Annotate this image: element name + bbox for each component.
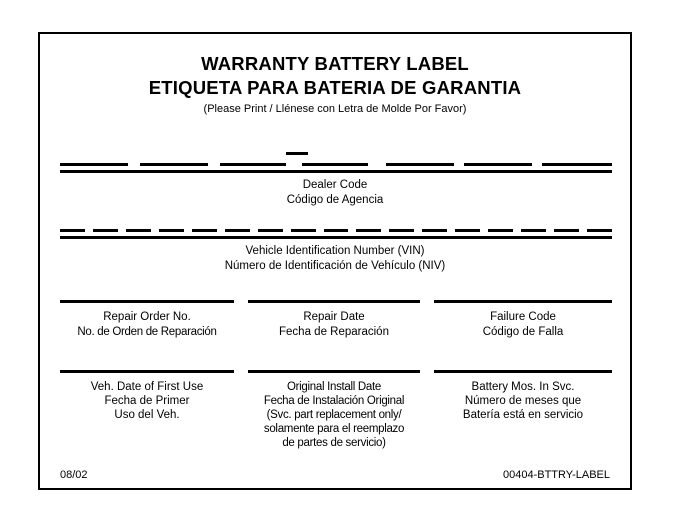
dealer-code-blank-segment	[220, 163, 286, 166]
vin-blank-segment	[258, 229, 283, 232]
vin-blank-segment	[389, 229, 414, 232]
vin-blank-segment	[554, 229, 579, 232]
vin-blank-segment	[356, 229, 381, 232]
repair-order-field[interactable]	[60, 300, 234, 303]
vin-blank-segment	[126, 229, 151, 232]
vin-blank-segment	[291, 229, 316, 232]
failure-code-label-spanish: Código de Falla	[482, 326, 564, 338]
battery-months-field[interactable]	[434, 370, 612, 373]
install-date-label-line-2: Fecha de Instalación Original	[263, 395, 405, 407]
dealer-code-blank-segment	[542, 163, 612, 166]
repair-order-label-english: Repair Order No.	[103, 311, 191, 323]
vin-blank-segment	[159, 229, 184, 232]
revision-date: 08/02	[60, 469, 88, 481]
first-use-label-line-3: Uso del Veh.	[114, 409, 180, 421]
dealer-code-blank-segment	[140, 163, 208, 166]
dealer-code-hyphen-mark	[286, 152, 308, 155]
failure-code-label-english: Failure Code	[490, 311, 556, 323]
dealer-code-label-spanish: Código de Agencia	[286, 194, 384, 206]
vin-blank-segment	[93, 229, 118, 232]
vin-blank-segment	[587, 229, 612, 232]
vin-underline	[60, 236, 612, 239]
failure-code-field[interactable]	[434, 300, 612, 303]
repair-date-label-spanish: Fecha de Reparación	[279, 326, 389, 338]
dealer-code-blank-segment	[386, 163, 454, 166]
battery-months-label-line-3: Batería está en servicio	[462, 409, 584, 421]
repair-date-label-english: Repair Date	[303, 311, 365, 323]
first-use-label-line-1: Veh. Date of First Use	[90, 381, 204, 393]
vin-blank-segment	[488, 229, 513, 232]
vin-label-english: Vehicle Identification Number (VIN)	[245, 245, 425, 257]
repair-date-field[interactable]	[248, 300, 420, 303]
first-use-date-field[interactable]	[60, 370, 234, 373]
vin-blank-segment	[192, 229, 217, 232]
dealer-code-underline	[60, 170, 612, 173]
install-date-field[interactable]	[248, 370, 420, 373]
battery-months-label-line-2: Número de meses que	[464, 395, 582, 407]
vin-blank-segment	[324, 229, 349, 232]
vin-label-spanish: Número de Identificación de Vehículo (NIV)	[224, 260, 446, 272]
vin-blank-segment	[455, 229, 480, 232]
title-english: WARRANTY BATTERY LABEL	[201, 53, 469, 74]
vin-blank-segment	[225, 229, 250, 232]
dealer-code-label-english: Dealer Code	[302, 179, 368, 191]
dealer-code-blank-segment	[464, 163, 532, 166]
vin-blank-segment	[60, 229, 85, 232]
first-use-label-line-2: Fecha de Primer	[104, 395, 190, 407]
install-date-label-line-5: de partes de servicio)	[282, 437, 386, 449]
label-part-number: 00404-BTTRY-LABEL	[502, 469, 610, 481]
dealer-code-blank-segment	[302, 163, 368, 166]
vin-blank-segment	[422, 229, 447, 232]
install-date-label-line-3: (Svc. part replacement only/	[266, 409, 402, 421]
dealer-code-blank-segment	[60, 163, 128, 166]
install-date-label-line-1: Original Install Date	[286, 381, 382, 393]
title-spanish: ETIQUETA PARA BATERIA DE GARANTIA	[148, 77, 522, 98]
warranty-battery-label	[38, 32, 632, 490]
repair-order-label-spanish: No. de Orden de Reparación	[77, 326, 217, 338]
print-instruction: (Please Print / Llénese con Letra de Molde Por Favor)	[203, 103, 467, 115]
vin-blank-segment	[521, 229, 546, 232]
battery-months-label-line-1: Battery Mos. In Svc.	[471, 381, 575, 393]
install-date-label-line-4: solamente para el reemplazo	[263, 423, 405, 435]
